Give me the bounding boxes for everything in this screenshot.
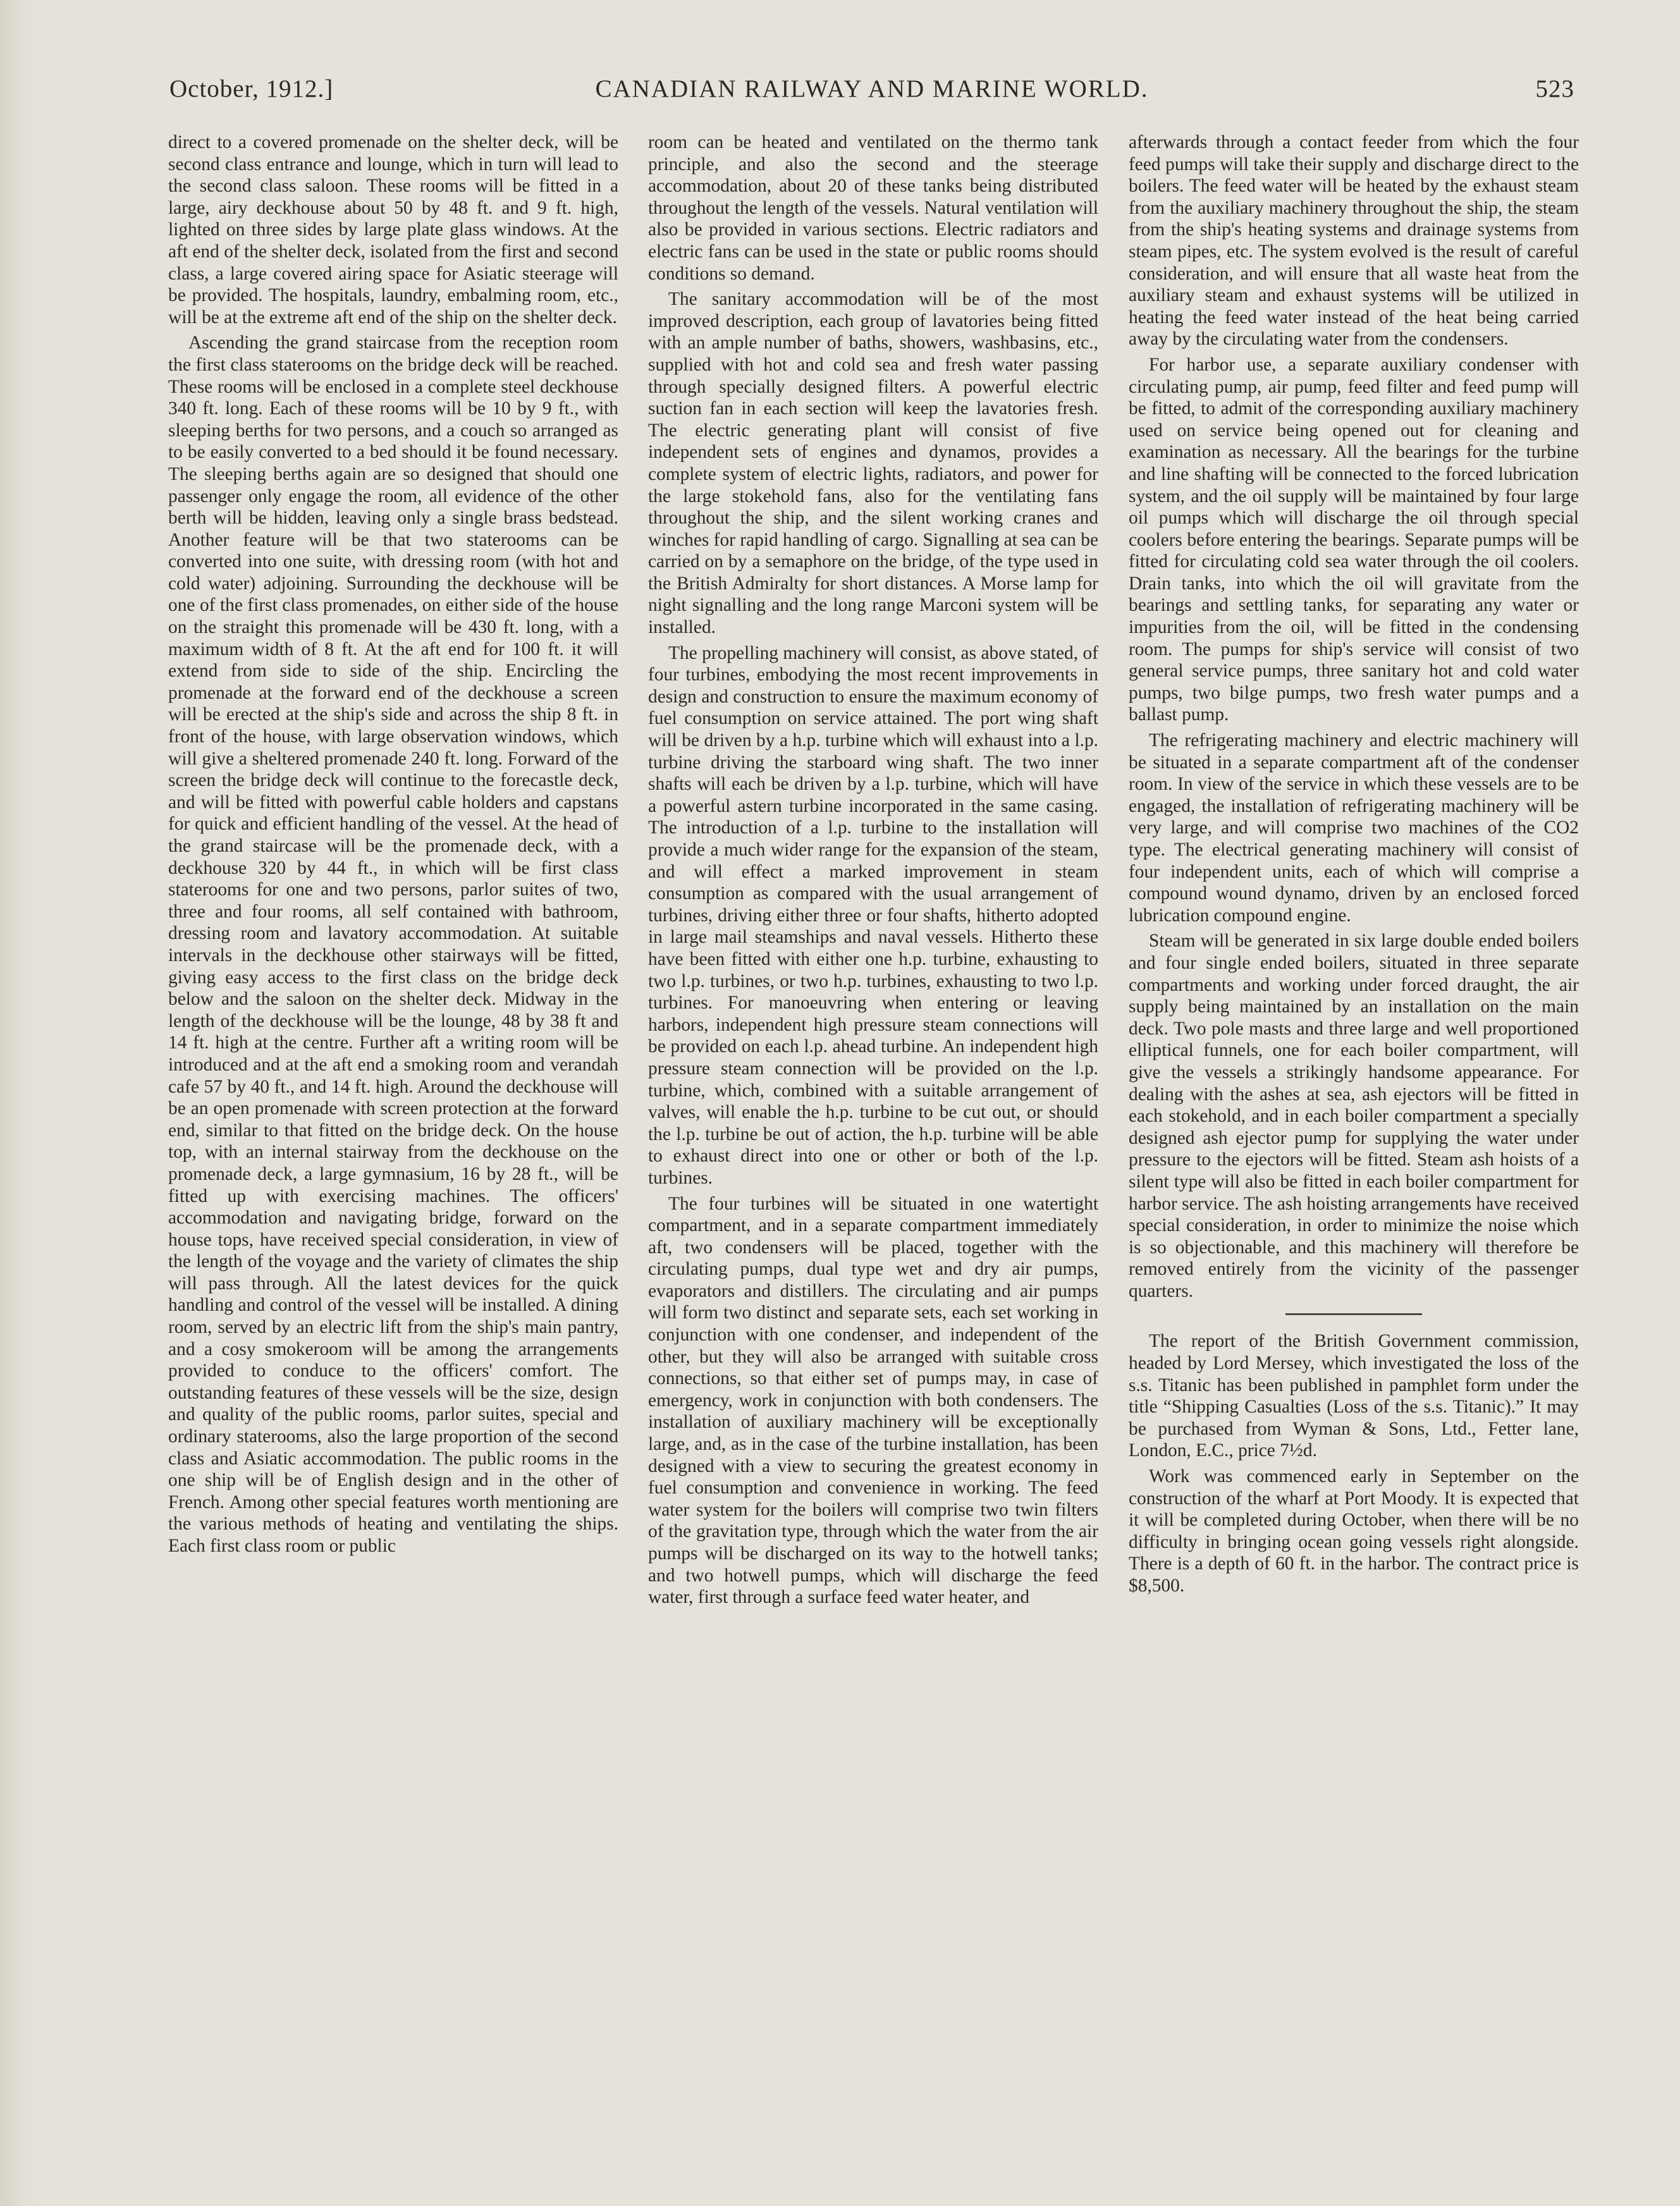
text-column-2 [648, 132, 1098, 2180]
text-column-3 [1129, 132, 1579, 2180]
paragraph: The propelling machinery will consist, as above stated, of four turbines, embodying the most recent improvements in design and construction to ensure the maximum economy of fuel consumption on service attained. The port wing shaft will be driven by a h.p. turbine which will exhaust into a l.p. turbine driving the starboard wing shaft. The two inner shafts will each be driven by a l.p. turbine, which will have a powerful astern turbine incorporated in the same casing. The introduction of a l.p. turbine to the installation will provide a much wider range for the expansion of the steam, and will effect a marked improvement in steam consumption as compared with the usual arrangement of turbines, driving either three or four shafts, hitherto adopted in large mail steamships and naval vessels. Hitherto these have been fitted with either one h.p. turbine, exhausting to two l.p. turbines, or two h.p. turbines, exhausting to two l.p. turbines. For manoeuvring when entering or leaving harbors, independent high pressure steam connections will be provided on each l.p. ahead turbine. An independent high pressure steam connection will be provided on the l.p. turbine, which, combined with a suitable arrangement of valves, will enable the h.p. turbine to be cut out, or should the l.p. turbine be out of action, the h.p. turbine will be able to exhaust direct into one or other or both of the l.p. turbines. [648, 642, 1098, 1188]
page-number: 523 [1535, 75, 1574, 102]
text-column-1 [168, 132, 618, 2180]
journal-title: CANADIAN RAILWAY AND MARINE WORLD. [595, 75, 1149, 102]
paragraph: The four turbines will be situated in one watertight compartment, and in a separate compartment immediately aft, two condensers will be placed, together with the circulating pumps, dual type wet and dry air pumps, evaporators and distillers. The circulating and air pumps will form two distinct and separate sets, each set working in conjunction with one condenser, and independent of the other, but they will also be arranged with suitable cross connections, so that either set of pumps may, in case of emergency, work in conjunction with both condensers. The installation of auxiliary machinery will be exceptionally large, and, as in the case of the turbine installation, has been designed with a view to securing the greatest economy in fuel consumption and convenience in working. The feed water system for the boilers will comprise two twin filters of the gravitation type, through which the water from the air pumps will be discharged on its way to the hotwell tanks; and two hotwell pumps, which will discharge the feed water, first through a surface feed water heater, and [648, 1193, 1098, 1608]
news-item-titanic-report: The report of the British Government commission, headed by Lord Mersey, which investigated the loss of the s.s. Titanic has been published in pamphlet form under the title “Shipping Casualties (Loss of the s.s. Titanic).” It may be purchased from Wyman & Sons, Ltd., Fetter lane, London, E.C., price 7½d. [1129, 1331, 1579, 1461]
page-binding-edge [0, 0, 37, 2206]
paragraph: The sanitary accommodation will be of the most improved description, each group of lavatories being fitted with an ample number of baths, showers, washbasins, etc., supplied with hot and cold sea and fresh water passing through specially designed filters. A powerful electric suction fan in each section will keep the lavatories fresh. The electric generating plant will consist of five independent sets of engines and dynamos, provides a complete system of electric lights, radiators, and power for the large stokehold fans, also for the ventilating fans throughout the ship, and the silent working cranes and winches for rapid handling of cargo. Signalling at sea can be carried on by a semaphore on the bridge, of the type used in the British Admiralty for short distances. A Morse lamp for night signalling and the long range Marconi system will be installed. [648, 289, 1098, 638]
paragraph: Steam will be generated in six large double ended boilers and four single ended boilers, situated in three separate compartments and working under forced draught, the air supply being maintained by an installation on the main deck. Two pole masts and three large and well proportioned elliptical funnels, one for each boiler compartment, will give the vessels a strikingly handsome appearance. For dealing with the ashes at sea, ash ejectors will be fitted in each stokehold, and in each boiler compartment a specially designed ash ejector pump for supplying the water under pressure to the ejectors will be fitted. Steam ash hoists of a silent type will also be fitted in each boiler compartment for harbor service. The ash hoisting arrangements have received special consideration, in order to minimize the noise which is so objectionable, and this machinery will therefore be removed entirely from the vicinity of the passenger quarters. [1129, 931, 1579, 1301]
paragraph: afterwards through a contact feeder from which the four feed pumps will take their supply and discharge direct to the boilers. The feed water will be heated by the exhaust steam from the auxiliary machinery throughout the ship, the steam from the ship's heating systems and drainage systems from steam pipes, etc. The system evolved is the result of careful consideration, and will ensure that all waste heat from the auxiliary steam and exhaust systems will be utilized in heating the feed water instead of the heat being carried away by the circulating water from the condensers. [1129, 132, 1579, 350]
news-item-port-moody-wharf: Work was commenced early in September on the construction of the wharf at Port Moody. It is expected that it will be completed during October, when there will be no difficulty in bringing ocean going vessels right alongside. There is a depth of 60 ft. in the harbor. The contract price is $8,500. [1129, 1466, 1579, 1596]
paragraph: Ascending the grand staircase from the reception room the first class staterooms on the bridge deck will be reached. These rooms will be enclosed in a complete steel deckhouse 340 ft. long. Each of these rooms will be 10 by 9 ft., with sleeping berths for two persons, and a couch so arranged as to be easily converted to a bed should it be found necessary. The sleeping berths again are so designed that should one passenger only engage the room, all evidence of the other berth will be hidden, leaving only a single brass bedstead. Another feature will be that two staterooms can be converted into one suite, with dressing room (with hot and cold water) adjoining. Surrounding the deckhouse will be one of the first class promenades, on either side of the house on the straight this promenade will be 430 ft. long, with a maximum width of 8 ft. At the aft end for 100 ft. it will extend from side to side of the ship. Encircling the promenade at the forward end of the deckhouse a screen will be erected at the ship's side and across the ship 8 ft. in front of the house, with large observation windows, which will give a sheltered promenade 240 ft. long. Forward of the screen the bridge deck will continue to the forecastle deck, and will be fitted with powerful cable holders and capstans for quick and efficient handling of the vessel. At the head of the grand staircase will be the promenade deck, with a deckhouse 320 by 44 ft., in which will be first class staterooms for one and two persons, parlor suites of two, three and four rooms, all self contained with bathroom, dressing room and lavatory accommodation. At suitable intervals in the deckhouse other stairways will be fitted, giving easy access to the first class on the bridge deck below and the saloon on the shelter deck. Midway in the length of the deckhouse will be the lounge, 48 by 38 ft and 14 ft. high at the centre. Further aft a writing room will be introduced and at the aft end a smoking room and verandah cafe 57 by 40 ft., and 14 ft. high. Around the deckhouse will be an open promenade with screen protection at the forward end, similar to that fitted on the bridge deck. On the house top, with an internal stairway from the deckhouse on the promenade deck, a large gymnasium, 16 by 28 ft., will be fitted up with exercising machines. The officers' accommodation and navigating bridge, forward on the house tops, have received special consideration, in view of the length of the voyage and the variety of climates the ship will pass through. All the latest devices for the quick handling and control of the vessel will be installed. A dining room, served by an electric lift from the ship's main pantry, and a cosy smokeroom will be among the arrangements provided to conduce to the officers' comfort. The outstanding features of these vessels will be the size, design and quality of the public rooms, parlor suites, special and ordinary staterooms, also the large proportion of the second class and Asiatic accommodation. The public rooms in the one ship will be of English design and in the other of French. Among other special features worth mentioning are the various methods of heating and ventilating the ships. Each first class room or public [168, 333, 618, 1556]
paragraph: The refrigerating machinery and electric machinery will be situated in a separate compartment aft of the condenser room. In view of the service in which these vessels are to be engaged, the installation of refrigerating machinery will be very large, and will comprise two machines of the CO2 type. The electrical generating machinery will consist of four independent units, each of which will comprise a compound wound dynamo, driven by an enclosed forced lubrication compound engine. [1129, 730, 1579, 926]
paragraph: direct to a covered promenade on the shelter deck, will be second class entrance and lounge, which in turn will lead to the second class saloon. These rooms will be fitted in a large, airy deckhouse about 50 by 48 ft. and 9 ft. high, lighted on three sides by large plate glass windows. At the aft end of the shelter deck, isolated from the first and second class, a large covered airing space for Asiatic steerage will be provided. The hospitals, laundry, embalming room, etc., will be at the extreme aft end of the ship on the shelter deck. [168, 132, 618, 328]
issue-date: October, 1912.] [169, 75, 334, 102]
running-header [169, 75, 1574, 119]
paragraph: room can be heated and ventilated on the thermo tank principle, and also the second and the steerage accommodation, about 20 of these tanks being distributed throughout the length of the vessels. Natural ventilation will also be provided in various sections. Electric radiators and electric fans can be used in the state or public rooms should conditions so demand. [648, 132, 1098, 284]
paragraph: For harbor use, a separate auxiliary condenser with circulating pump, air pump, feed filter and feed pump will be fitted, to admit of the corresponding auxiliary machinery used on service being opened out for cleaning and examination as necessary. All the bearings for the turbine and line shafting will be connected to the forced lubrication system, and the oil supply will be maintained by four large oil pumps which will discharge the oil through special coolers before entering the bearings. Separate pumps will be fitted for circulating cold sea water through the oil coolers. Drain tanks, into which the oil will gravitate from the bearings and settling tanks, for separating any water or impurities from the oil, will be fitted in the condensing room. The pumps for ship's service will consist of two general service pumps, three sanitary hot and cold water pumps, two bilge pumps, two fresh water pumps and a ballast pump. [1129, 354, 1579, 725]
section-divider [1285, 1313, 1422, 1315]
